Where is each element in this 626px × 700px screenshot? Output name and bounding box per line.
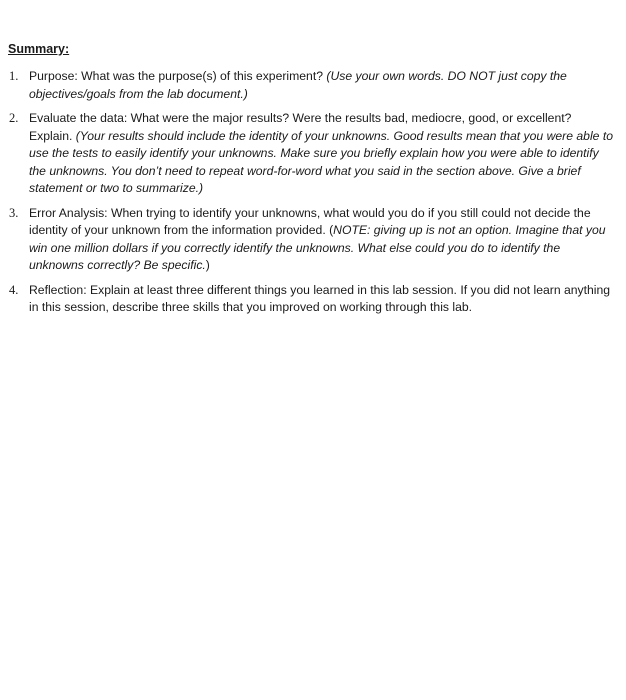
question-text: Evaluate the data: What were the major results? Were the results bad, mediocre, good, or excellent? Explain. — [29, 111, 572, 143]
question-item-purpose — [8, 68, 614, 103]
question-item-error-analysis — [8, 205, 614, 275]
question-note: NOTE: giving up is not an option. Imagine that you win one million dollars if you correctly identify the unknowns. What else could you do to identify the unknowns correctly? Be specific. — [29, 223, 606, 272]
question-number: 1. — [9, 69, 19, 83]
question-number: 3. — [9, 205, 19, 220]
question-item-evaluate-data — [8, 110, 614, 198]
question-text: Purpose: What was the purpose(s) of this experiment? — [29, 69, 327, 83]
question-number: 2. — [9, 111, 19, 125]
question-text: Reflection: Explain at least three different things you learned in this lab session. If you did not learn anything in this session, describe three skills that you improved on working through this lab. — [29, 282, 611, 314]
question-note: (Use your own words. DO NOT just copy the objectives/goals from the lab document.) — [29, 69, 567, 101]
question-list — [8, 68, 614, 317]
summary-heading: Summary: — [8, 42, 70, 56]
question-number: 4. — [9, 282, 19, 297]
question-note: (Your results should include the identity of your unknowns. Good results mean that you were able to use the tests to easily identify your unknowns. Make sure you briefly explain how you were able to identify the unknowns. You don’t need to repeat word-for-word what you said in the section above. Give a brief statement or two to summarize.) — [29, 128, 613, 195]
question-item-reflection — [8, 282, 614, 317]
document-page — [8, 40, 614, 324]
question-text: Error Analysis: When trying to identify your unknowns, what would you do if you still could not decide the identity of your unknown from the information provided. ( — [29, 205, 591, 237]
question-tail: ) — [205, 258, 210, 272]
